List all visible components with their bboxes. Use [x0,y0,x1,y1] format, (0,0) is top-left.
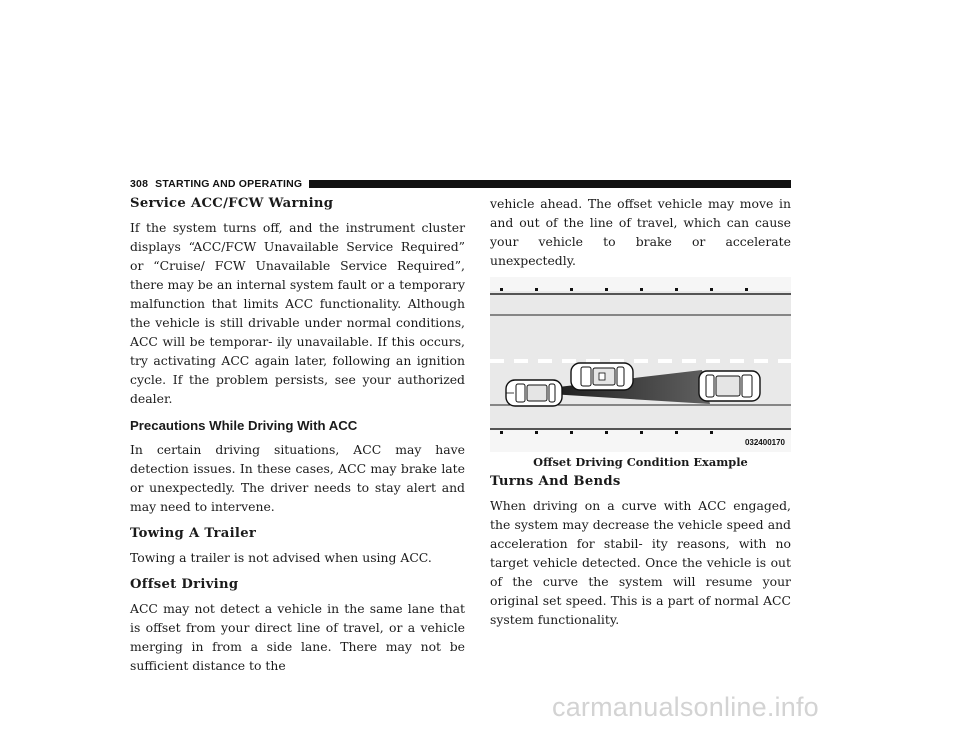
offset-vehicle [571,363,633,390]
figure-caption: Offset Driving Condition Example [533,455,748,469]
right-column [490,194,791,629]
road-diagram [490,277,791,452]
page-number: 308 [130,178,149,190]
paragraph-towing: Towing a trailer is not advised when using ACC. [130,550,432,565]
heading-turns-bends: Turns And Bends [490,474,621,489]
left-column [130,194,465,675]
figure-code: 032400170 [744,438,785,447]
heading-precautions: Precautions While Driving With ACC [130,418,358,433]
section-title: STARTING AND OPERATING [155,178,303,190]
paragraph-offset-continued: vehicle ahead. The offset vehicle may move in and out of the line of travel, which can cause your vehicle to brake or accelerate unexpectedly. [490,196,791,268]
heading-offset-driving: Offset Driving [130,577,239,592]
target-vehicle [699,371,760,401]
header-rule [309,180,791,188]
paragraph-offset-driving: ACC may not detect a vehicle in the same lane that is offset from your direct line of travel, or a vehicle merging in from a side lane. There may not be sufficient distance to the [130,601,465,673]
paragraph-service-warning: If the system turns off, and the instrument cluster displays “ACC/FCW Unavailable Service Required” or “Cruise/ FCW Unavailable Service Required”, there may be an internal system fault or a temporary malfunction that limits ACC functionality. Although the vehicle is still drivable under normal conditions, ACC will be temporar- ily unavailable. If this occurs, try activating ACC again later, following an ignition cycle. If the problem persists, see your authorized dealer. [130,220,465,406]
offset-driving-illustration [490,277,791,452]
page-header [130,177,791,191]
heading-service-warning: Service ACC/FCW Warning [130,196,334,211]
paragraph-precautions: In certain driving situations, ACC may have detection issues. In these cases, ACC may brake late or unexpectedly. The driver needs to stay alert and may need to intervene. [130,442,465,514]
heading-towing: Towing A Trailer [130,526,257,541]
own-vehicle [506,380,562,406]
watermark-text: carmanualsonline.info [552,692,819,722]
paragraph-turns-bends: When driving on a curve with ACC engaged, the system may decrease the vehicle speed and acceleration for stabil- ity reasons, with no target vehicle detected. Once the vehicle is out of the curve the system will resume your original set speed. This is a part of normal ACC system functionality. [490,498,791,627]
